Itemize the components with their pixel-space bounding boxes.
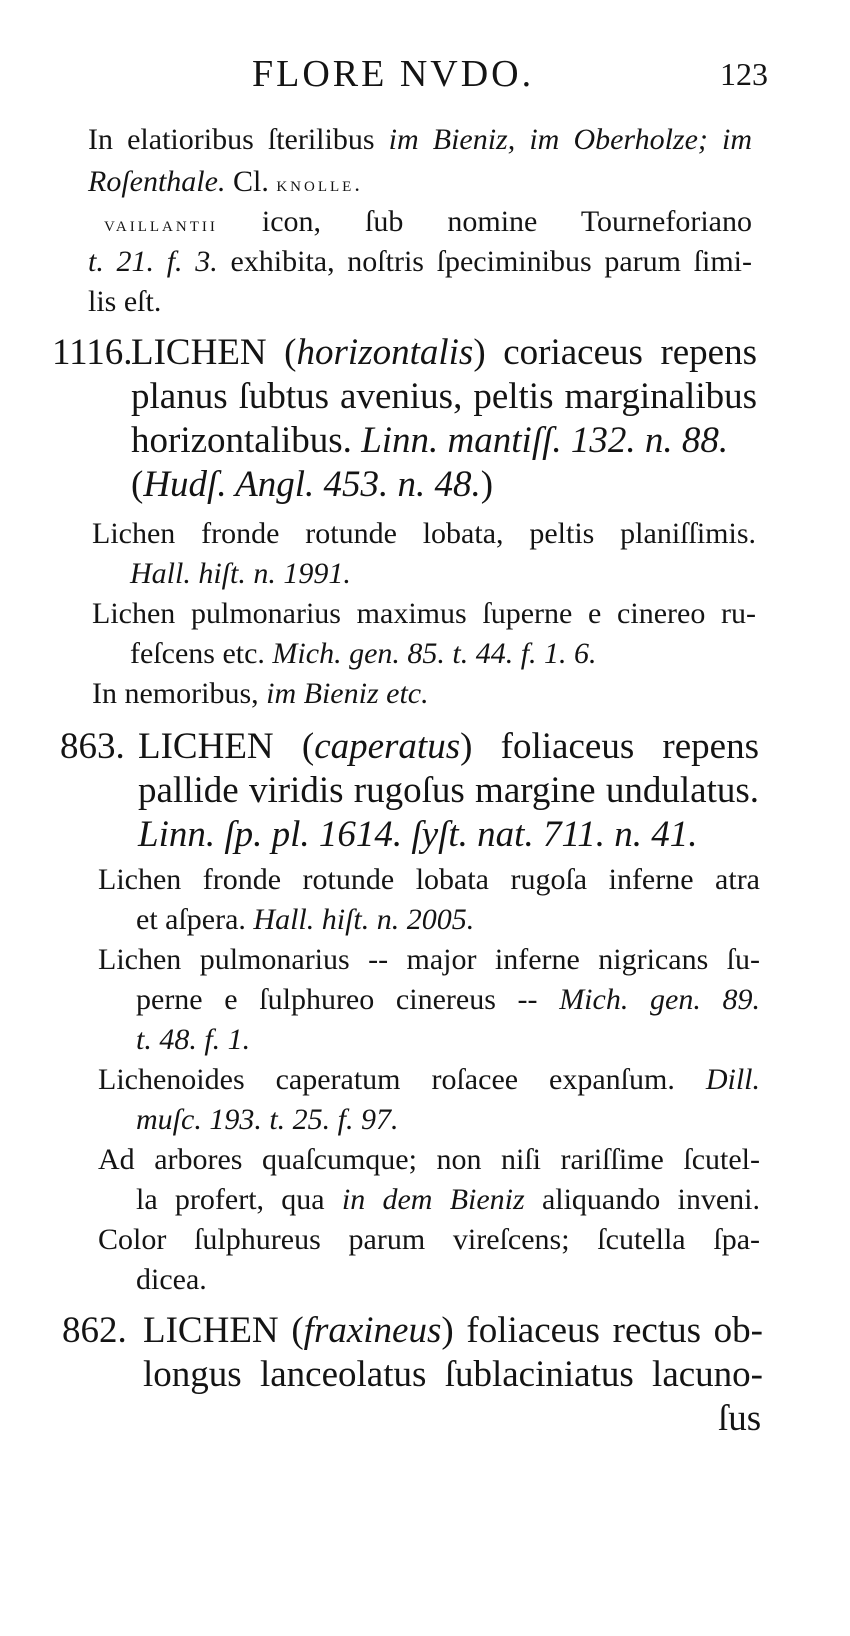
- intro-line-2: Roſenthale. Cl. knolle.: [88, 165, 363, 198]
- entry-heading-line: (Hudſ. Angl. 453. n. 48.): [131, 464, 494, 505]
- entry-heading-line: longus lanceolatus ſublaciniatus lacuno-: [143, 1354, 763, 1395]
- entry-heading-line: LICHEN (horizontalis) coriaceus repens: [131, 332, 758, 373]
- synonym-line: perne e ſulphureo cinereus -- Mich. gen. 89.: [136, 983, 760, 1016]
- entry-heading-line: pallide viridis rugoſus margine undulatus.: [138, 770, 759, 811]
- intro-line-1: In elatioribus ſterilibus im Bieniz, im Oberholze; im: [88, 123, 752, 156]
- synonym-line: feſcens etc. Mich. gen. 85. t. 44. f. 1. 6.: [130, 637, 597, 670]
- entry-heading-line: LICHEN (caperatus) foliaceus repens: [138, 726, 759, 767]
- synonym-line: muſc. 193. t. 25. f. 97.: [136, 1103, 399, 1136]
- page-number: 123: [720, 56, 768, 92]
- synonym-line: Lichen fronde rotunde lobata rugoſa inferne atra: [98, 863, 760, 896]
- synonym-line: Lichen fronde rotunde lobata, peltis planiſſimis.: [92, 517, 756, 550]
- entry-heading-line: LICHEN (fraxineus) foliaceus rectus ob-: [143, 1310, 763, 1351]
- habitat-line: In nemoribus, im Bieniz etc.: [92, 677, 429, 710]
- entry-number: 1116.: [52, 332, 133, 373]
- entry-number: 863.: [60, 726, 125, 767]
- synonym-line: Lichenoides caperatum roſacee expanſum. Dill.: [98, 1063, 760, 1096]
- running-title: FLORE NVDO.: [252, 53, 535, 95]
- catchword: ſus: [718, 1398, 762, 1439]
- habitat-line: Ad arbores quaſcumque; non niſi rariſſime ſcutel-: [98, 1143, 760, 1176]
- entry-heading-line: horizontalibus. Linn. mantiſſ. 132. n. 88.: [131, 420, 729, 461]
- note-line: Color ſulphureus parum vireſcens; ſcutella ſpa-: [98, 1223, 760, 1256]
- synonym-line: Lichen pulmonarius maximus ſuperne e cinereo ru-: [92, 597, 756, 630]
- intro-line-5: lis eſt.: [88, 285, 162, 318]
- entry-number: 862.: [62, 1310, 127, 1351]
- page-header: [0, 52, 850, 102]
- note-line: dicea.: [136, 1263, 207, 1296]
- synonym-line: t. 48. f. 1.: [136, 1023, 251, 1056]
- intro-line-3: vaillantii icon, ſub nomine Tourneforiano: [104, 205, 752, 238]
- synonym-line: et aſpera. Hall. hiſt. n. 2005.: [136, 903, 475, 936]
- habitat-line: la profert, qua in dem Bieniz aliquando inveni.: [136, 1183, 760, 1216]
- entry-heading-line: Linn. ſp. pl. 1614. ſyſt. nat. 711. n. 41.: [138, 814, 698, 855]
- intro-line-4: t. 21. f. 3. exhibita, noſtris ſpeciminibus parum ſimi-: [88, 245, 752, 278]
- entry-heading-line: planus ſubtus avenius, peltis marginalibus: [131, 376, 757, 417]
- synonym-line: Hall. hiſt. n. 1991.: [130, 557, 351, 590]
- synonym-line: Lichen pulmonarius -- major inferne nigricans ſu-: [98, 943, 760, 976]
